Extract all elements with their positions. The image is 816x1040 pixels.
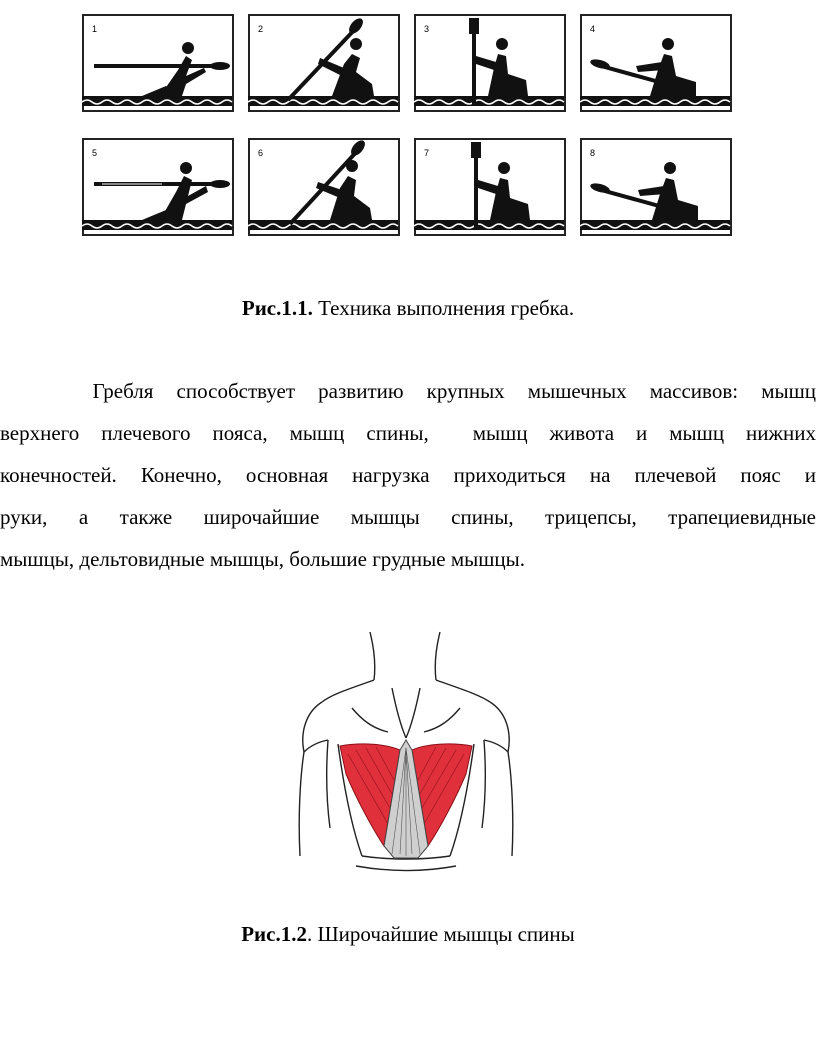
figure2-caption-label: Рис.1.2 <box>241 922 307 946</box>
panel-8 <box>580 139 731 235</box>
rowing-technique-figure <box>82 14 732 246</box>
figure1-caption-text: Техника выполнения гребка. <box>312 296 575 320</box>
figure2-caption-text: . Широчайшие мышцы спины <box>306 922 575 946</box>
back-muscles-illustration <box>292 628 524 890</box>
svg-text:2: 2 <box>258 24 264 34</box>
panel-5 <box>82 139 233 235</box>
panel-1 <box>82 15 233 111</box>
svg-text:3: 3 <box>424 24 430 34</box>
svg-text:6: 6 <box>258 148 264 158</box>
panel-6 <box>248 138 399 235</box>
paragraph-line: руки, а также широчайшие мышцы спины, трицепсы, трапециевидные <box>0 505 816 529</box>
figure1-caption <box>0 296 816 321</box>
figure2-caption <box>0 922 816 947</box>
figure1-caption-label: Рис.1.1. <box>241 296 313 320</box>
body-paragraph <box>0 370 816 580</box>
svg-text:4: 4 <box>590 24 596 34</box>
svg-text:5: 5 <box>92 148 98 158</box>
panel-number: 1 <box>92 24 98 34</box>
panel-4 <box>580 15 731 111</box>
panel-3 <box>414 15 565 111</box>
svg-text:7: 7 <box>424 148 430 158</box>
latissimus-figure <box>292 628 524 890</box>
paragraph-line: Гребля способствует развитию крупных мышечных массивов: мышц <box>0 379 816 403</box>
panel-7 <box>414 139 565 235</box>
svg-text:8: 8 <box>590 148 596 158</box>
paragraph-line: мышцы, дельтовидные мышцы, большие грудные мышцы. <box>0 547 525 571</box>
rowing-panels-svg <box>82 14 732 246</box>
paragraph-line: конечностей. Конечно, основная нагрузка приходиться на плечевой пояс и <box>0 463 816 487</box>
paragraph-line: верхнего плечевого пояса, мышц спины, мышц живота и мышц нижних <box>0 421 816 445</box>
panel-2 <box>248 15 399 111</box>
